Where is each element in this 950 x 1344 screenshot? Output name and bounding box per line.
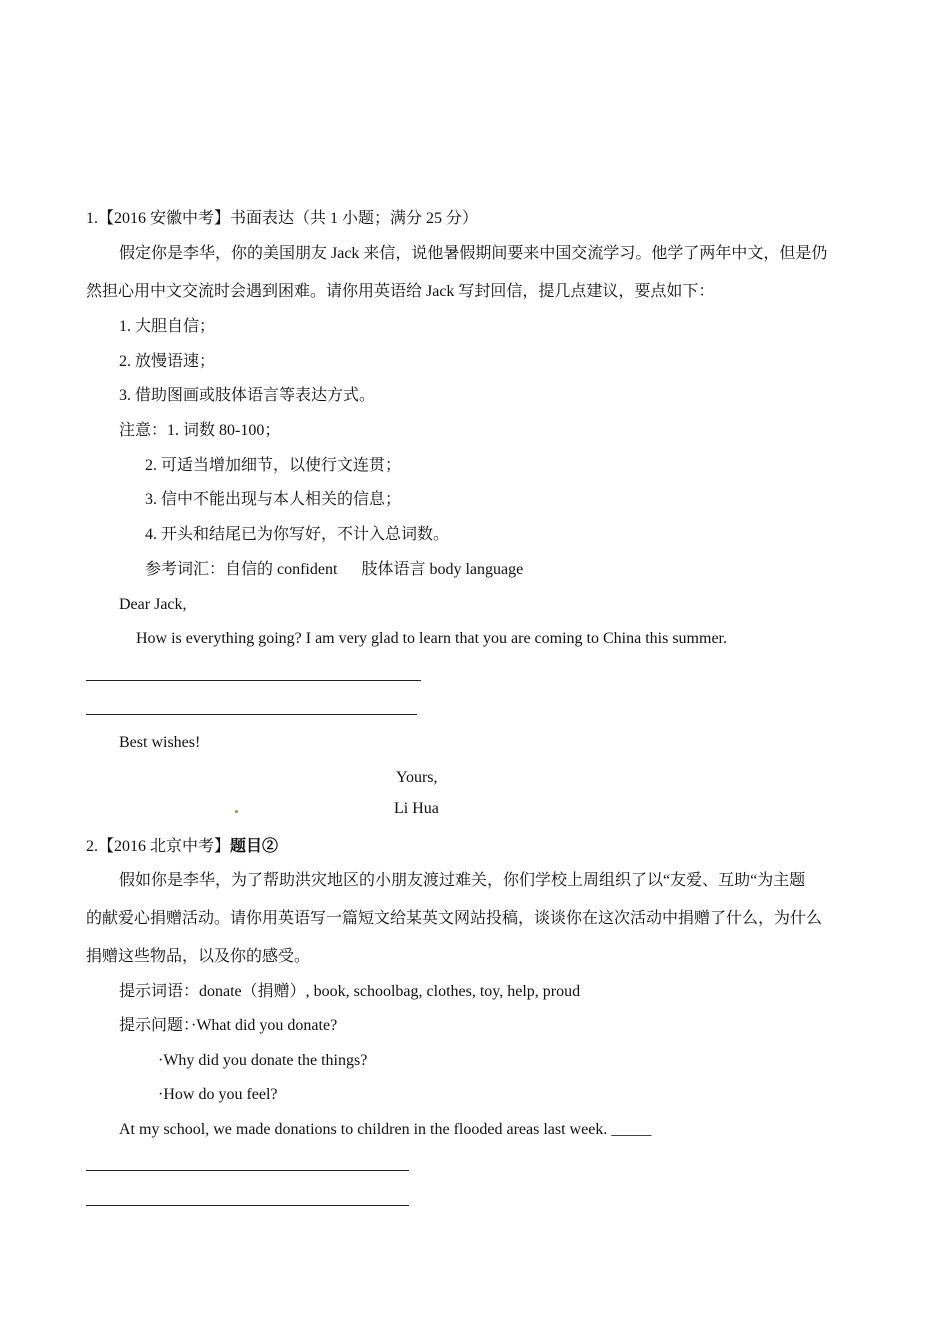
q1-paragraph-line-2: 然担心用中文交流时会遇到困难。请你用英语给 Jack 写封回信，提几点建议，要点如下： <box>86 283 715 300</box>
q1-vocab-body-language: 肢体语言 body language <box>361 561 524 578</box>
q1-note-2: 2. 可适当增加细节，以使行文连贯； <box>145 457 402 474</box>
q1-answer-line-1 <box>86 680 421 681</box>
q1-answer-line-2 <box>86 714 417 715</box>
q1-point-3: 3. 借助图画或肢体语言等表达方式。 <box>119 387 376 404</box>
q1-salutation: Dear Jack, <box>119 596 187 613</box>
q1-vocab-confident: 参考词汇：自信的 confident <box>145 561 338 578</box>
q1-note-3: 3. 信中不能出现与本人相关的信息； <box>145 491 402 508</box>
q2-hint-question-2: ·Why did you donate the things? <box>158 1052 368 1069</box>
q2-header-source: 2.【2016 北京中考】 <box>86 838 231 855</box>
q2-header <box>86 836 278 858</box>
q1-paragraph-line-1: 假定你是李华，你的美国朋友 Jack 来信，说他暑假期间要来中国交流学习。他学了两年中文，但是仍 <box>119 245 828 262</box>
q1-header: 1.【2016 安徽中考】书面表达（共 1 小题；满分 25 分） <box>86 210 479 227</box>
q1-notes-label: 注意：1. 词数 80-100； <box>119 422 281 439</box>
q2-answer-line-2 <box>86 1205 409 1206</box>
q1-point-1: 1. 大胆自信； <box>119 318 216 335</box>
q2-hint-question-3: ·How do you feel? <box>158 1086 278 1103</box>
q2-opening-sentence: At my school, we made donations to children in the flooded areas last week. _____ <box>119 1121 652 1138</box>
q2-answer-line-1 <box>86 1170 409 1171</box>
q1-vocabulary <box>145 559 523 581</box>
q2-header-title: 题目② <box>230 838 279 855</box>
q1-opening-sentence: How is everything going? I am very glad to learn that you are coming to China this summer. <box>136 630 727 647</box>
q2-paragraph-line-3: 捐赠这些物品，以及你的感受。 <box>86 948 311 965</box>
q1-point-2: 2. 放慢语速； <box>119 353 216 370</box>
q2-hint-words: 提示词语：donate（捐赠）, book, schoolbag, clothes, toy, help, proud <box>119 983 581 1000</box>
q1-closing: Best wishes! <box>119 734 201 751</box>
q2-paragraph-line-2: 的献爱心捐赠活动。请你用英语写一篇短文给某英文网站投稿，谈谈你在这次活动中捐赠了什么，为什么 <box>86 910 823 927</box>
q1-signoff: Yours, <box>396 769 438 786</box>
stray-dot <box>235 810 238 813</box>
q1-signature: Li Hua <box>394 800 439 817</box>
q1-note-4: 4. 开头和结尾已为你写好，不计入总词数。 <box>145 526 450 543</box>
q2-paragraph-line-1: 假如你是李华，为了帮助洪灾地区的小朋友渡过难关，你们学校上周组织了以“友爱、互助“为主题 <box>119 872 806 889</box>
q2-hint-question-1: 提示问题：·What did you donate? <box>119 1017 338 1034</box>
